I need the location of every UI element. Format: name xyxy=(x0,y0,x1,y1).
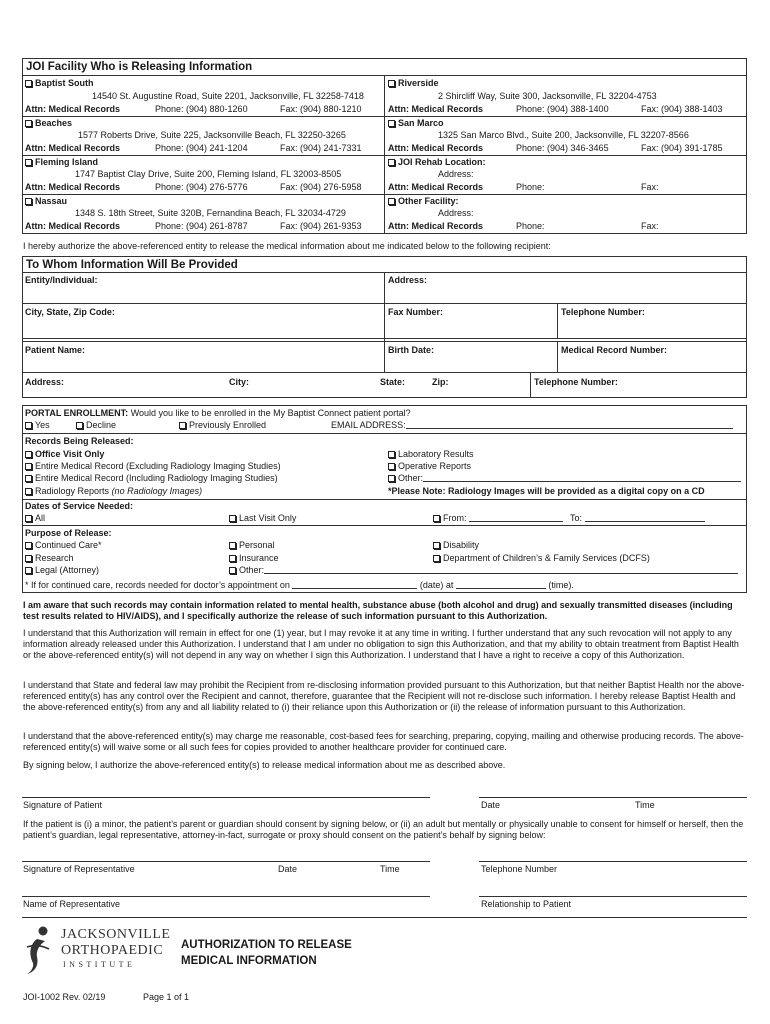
checkbox[interactable] xyxy=(388,80,395,87)
patient-zip-field[interactable]: Zip: xyxy=(432,377,449,387)
signing-paragraph: By signing below, I authorize the above-referenced entity(s) to release medical information about me as described above. xyxy=(23,760,506,770)
checkbox[interactable] xyxy=(433,515,440,522)
checkbox[interactable] xyxy=(229,567,236,574)
checkbox[interactable] xyxy=(25,159,32,166)
recipient-fax-field[interactable]: Fax Number: xyxy=(388,307,444,317)
radiology-option[interactable]: Radiology Reports (no Radiology Images) xyxy=(25,486,202,497)
telephone-label: Telephone Number xyxy=(481,864,558,874)
rep-name-line[interactable] xyxy=(22,896,430,897)
page-number: Page 1 of 1 xyxy=(143,992,190,1002)
entire-excluding-option[interactable]: Entire Medical Record (Excluding Radiology Imaging Studies) xyxy=(25,461,281,472)
form-number: JOI-1002 Rev. 02/19 xyxy=(23,992,106,1002)
checkbox[interactable] xyxy=(229,542,236,549)
checkbox[interactable] xyxy=(388,451,395,458)
form-title-line-1: AUTHORIZATION TO RELEASE xyxy=(181,939,352,951)
portal-yes-option[interactable]: Yes xyxy=(25,420,50,431)
checkbox[interactable] xyxy=(25,422,32,429)
rep-telephone-line[interactable] xyxy=(479,861,747,862)
checkbox[interactable] xyxy=(433,555,440,562)
entire-including-option[interactable]: Entire Medical Record (Including Radiology Imaging Studies) xyxy=(25,473,278,484)
dates-to-field[interactable]: To: xyxy=(570,513,705,524)
form-title-line-2: MEDICAL INFORMATION xyxy=(181,955,317,967)
entity-field[interactable]: Entity/Individual: xyxy=(25,275,98,285)
continued-care-option[interactable]: Continued Care* xyxy=(25,540,102,551)
logo-line-2: ORTHOPAEDIC xyxy=(61,943,164,958)
mrn-field[interactable]: Medical Record Number: xyxy=(561,345,668,355)
lab-option[interactable]: Laboratory Results xyxy=(388,449,474,460)
operative-option[interactable]: Operative Reports xyxy=(388,461,471,472)
recipient-tel-field[interactable]: Telephone Number: xyxy=(561,307,645,317)
checkbox[interactable] xyxy=(25,515,32,522)
dates-all-option[interactable]: All xyxy=(25,513,45,524)
rep-date-label: Date xyxy=(278,864,298,874)
personal-option[interactable]: Personal xyxy=(229,540,275,551)
patient-date-label: Date xyxy=(481,800,501,810)
portal-decline-option[interactable]: Decline xyxy=(76,420,116,431)
patient-time-label: Time xyxy=(635,800,655,810)
dates-from-field[interactable]: From: xyxy=(433,513,563,524)
footer-divider xyxy=(22,917,747,918)
patient-city-field[interactable]: City: xyxy=(229,377,249,387)
checkbox[interactable] xyxy=(388,159,395,166)
checkbox[interactable] xyxy=(25,198,32,205)
rep-signature-label: Signature of Representative xyxy=(23,864,135,874)
records-other-option[interactable]: Other: xyxy=(388,473,741,484)
recipient-city-field[interactable]: City, State, Zip Code: xyxy=(25,307,115,317)
fees-paragraph: I understand that the above-referenced entity(s) may charge me reasonable, cost-based fees for searching, preparing, copying, mailing and otherwise producing records. The above-referenced entity(s) will waive some or all such fees for copies provided to another healthcare provider for continued care. xyxy=(23,731,744,752)
recipient-address-field[interactable]: Address: xyxy=(388,275,428,285)
disability-option[interactable]: Disability xyxy=(433,540,479,551)
checkbox[interactable] xyxy=(76,422,83,429)
rep-name-label: Name of Representative xyxy=(23,899,121,909)
logo-line-1: JACKSONVILLE xyxy=(61,927,171,942)
minor-paragraph: If the patient is (i) a minor, the patient’s parent or guardian should consent by signing below, or (ii) an adult but mentally or physically unable to consent for himself or herself, then the patient’s guardian, legal representative, attorney-in-fact, surrogate or proxy should consent on the patient’s behalf by signing below: xyxy=(23,819,744,840)
rep-signature-line[interactable] xyxy=(22,861,430,862)
checkbox[interactable] xyxy=(229,515,236,522)
portal-previous-option[interactable]: Previously Enrolled xyxy=(179,420,266,431)
dates-last-visit-option[interactable]: Last Visit Only xyxy=(229,513,296,524)
office-visit-option[interactable]: Office Visit Only xyxy=(25,449,104,460)
authorize-line: I hereby authorize the above-referenced entity to release the medical information about me indicated below to the following recipient: xyxy=(23,241,551,251)
rep-time-label: Time xyxy=(380,864,400,874)
revocation-paragraph: I understand that this Authorization will remain in effect for one (1) year, but I may revoke it at any time in writing. I further understand that any such revocation will not apply to any information already released under this Authorization. I understand that I am under no obligation to sign this Authorization, and that my ability to obtain treatment from Baptist Health or the above-referenced entity(s) will not depend in any way on whether I sign this Authorization. I understand that I have a right to receive a copy of this Authorization. xyxy=(23,628,739,660)
checkbox[interactable] xyxy=(433,542,440,549)
checkbox[interactable] xyxy=(25,542,32,549)
runner-icon xyxy=(23,925,57,975)
dates-title: Dates of Service Needed: xyxy=(25,501,134,511)
facility-title: JOI Facility Who is Releasing Information xyxy=(26,61,253,73)
legal-option[interactable]: Legal (Attorney) xyxy=(25,565,99,576)
patient-signature-line[interactable] xyxy=(22,797,430,798)
patient-signature-label: Signature of Patient xyxy=(23,800,103,810)
patient-address-field[interactable]: Address: xyxy=(25,377,65,387)
checkbox[interactable] xyxy=(25,80,32,87)
joi-logo xyxy=(23,925,171,975)
birth-date-field[interactable]: Birth Date: xyxy=(388,345,435,355)
portal-question: PORTAL ENROLLMENT: Would you like to be enrolled in the My Baptist Connect patient portal? xyxy=(25,408,411,418)
purpose-other-field[interactable]: Other: xyxy=(229,565,738,576)
logo-line-3: INSTITUTE xyxy=(63,960,136,969)
continued-care-footnote[interactable]: * If for continued care, records needed for doctor’s appointment on (date) at (time). xyxy=(25,580,574,590)
checkbox[interactable] xyxy=(25,567,32,574)
purpose-title: Purpose of Release: xyxy=(25,528,112,538)
patient-name-field[interactable]: Patient Name: xyxy=(25,345,86,355)
checkbox[interactable] xyxy=(388,198,395,205)
checkbox[interactable] xyxy=(229,555,236,562)
checkbox[interactable] xyxy=(25,555,32,562)
radiology-note: *Please Note: Radiology Images will be provided as a digital copy on a CD xyxy=(388,486,705,496)
checkbox[interactable] xyxy=(25,120,32,127)
checkbox[interactable] xyxy=(388,120,395,127)
patient-state-field[interactable]: State: xyxy=(380,377,406,387)
dcfs-option[interactable]: Department of Children’s & Family Services (DCFS) xyxy=(433,553,650,564)
insurance-option[interactable]: Insurance xyxy=(229,553,279,564)
research-option[interactable]: Research xyxy=(25,553,74,564)
checkbox[interactable] xyxy=(25,475,32,482)
records-title: Records Being Released: xyxy=(25,436,134,446)
sensitive-info-paragraph: I am aware that such records may contain information related to mental health, substance abuse (both alcohol and drug) and sexually transmitted diseases (including test results related to HIV/AIDS), and I specifically authorize the release of such information pursuant to this Authorization. xyxy=(23,600,733,621)
checkbox[interactable] xyxy=(25,488,32,495)
checkbox[interactable] xyxy=(388,463,395,470)
checkbox[interactable] xyxy=(25,463,32,470)
redisclosure-paragraph: I understand that State and federal law may prohibit the Recipient from re-disclosing information provided pursuant to this Authorization, but that neither Baptist Health nor the above-referenced entity(s) has any control over the Recipient and cannot, therefore, guarantee that the Recipient will not re-disclose such information. I hereby release Baptist Health and the above-referenced entity(s) from any and all liability related to (i) their reliance upon this Authorization or (ii) the release of information pursuant to this Authorization. xyxy=(23,680,745,712)
portal-email-field[interactable]: EMAIL ADDRESS: xyxy=(331,420,733,431)
relationship-line[interactable] xyxy=(479,896,747,897)
checkbox[interactable] xyxy=(25,451,32,458)
relationship-label: Relationship to Patient xyxy=(481,899,572,909)
patient-tel-field[interactable]: Telephone Number: xyxy=(534,377,618,387)
patient-date-time-line[interactable] xyxy=(479,797,747,798)
recipient-title: To Whom Information Will Be Provided xyxy=(26,259,238,271)
checkbox[interactable] xyxy=(388,475,395,482)
checkbox[interactable] xyxy=(179,422,186,429)
